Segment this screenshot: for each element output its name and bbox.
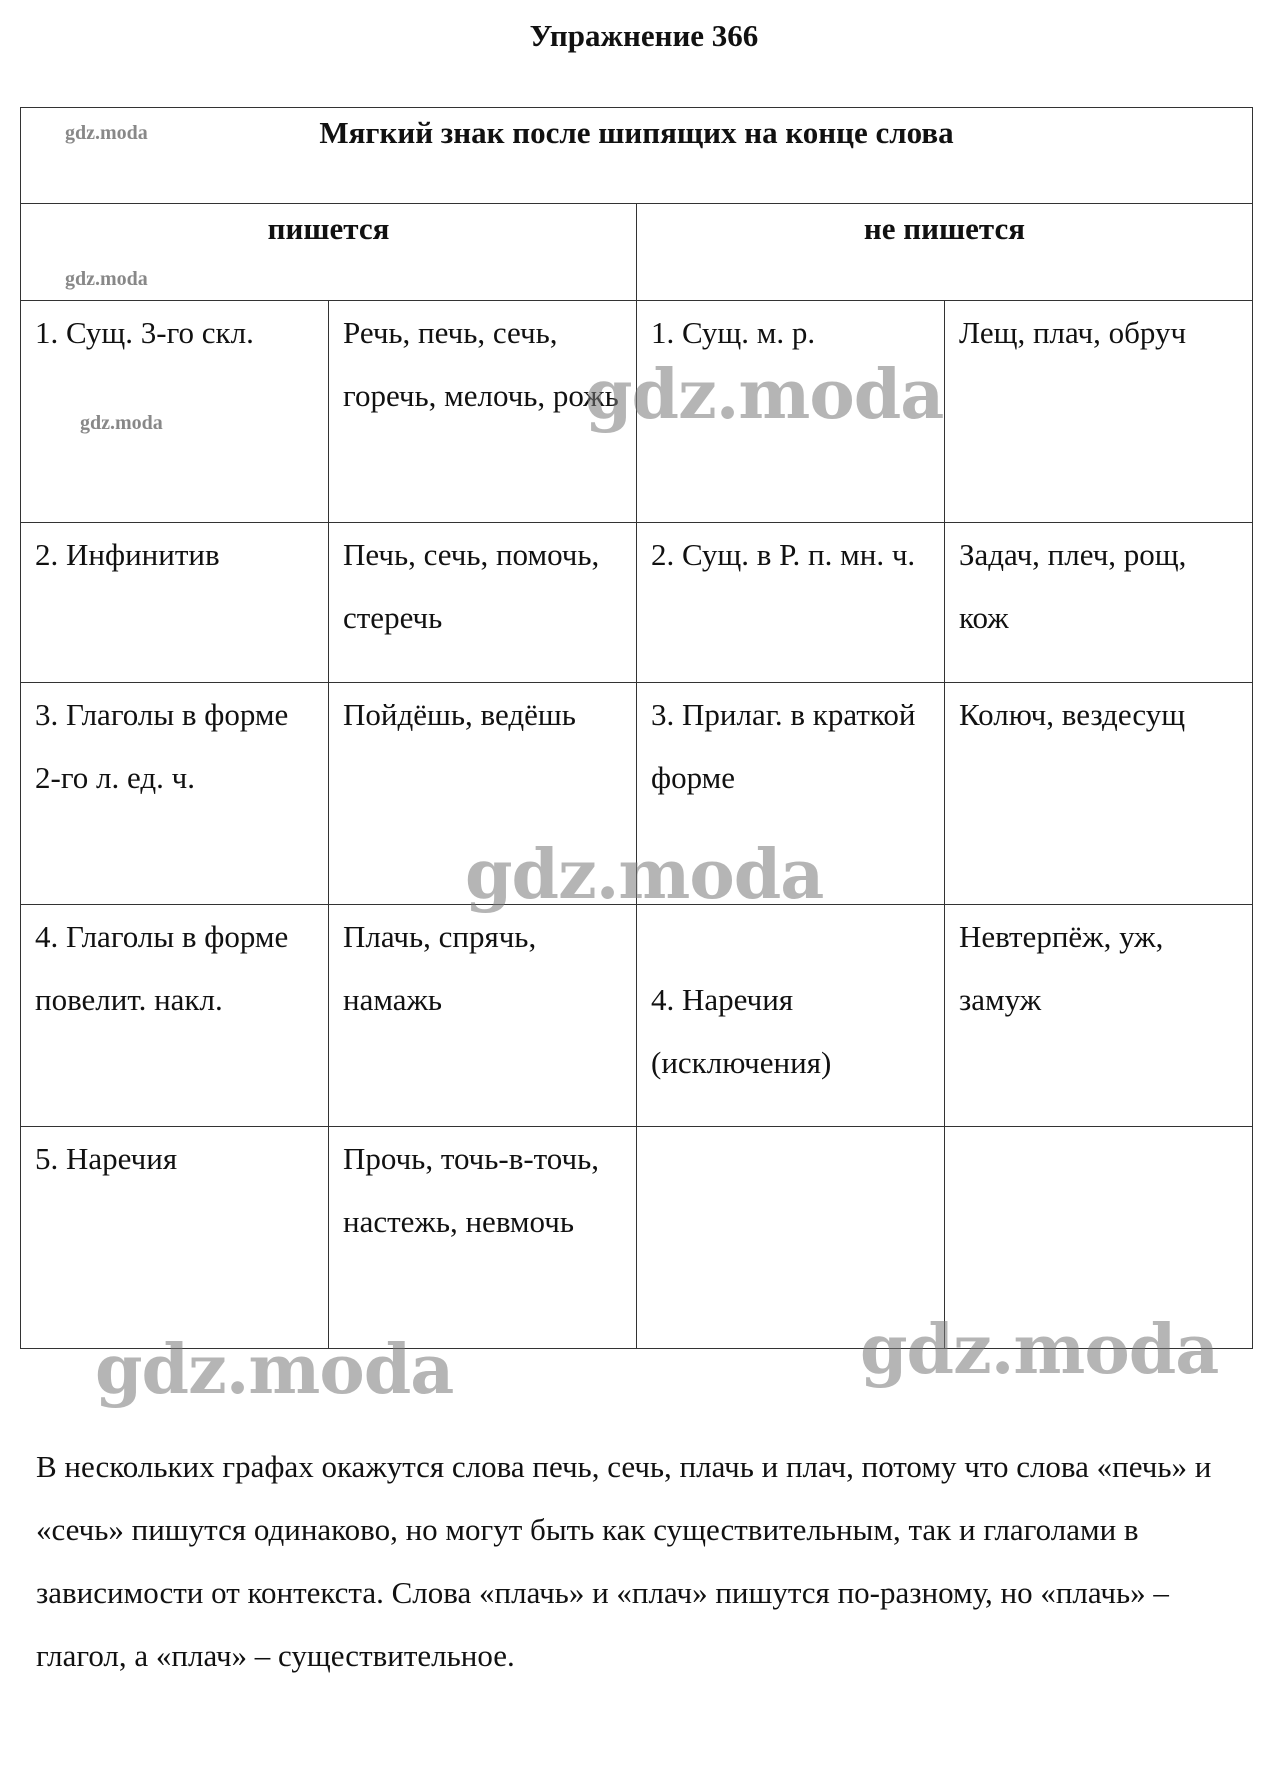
written-examples-cell: Речь, печь, сечь, горечь, мелочь, рожь [329,301,637,523]
not-written-examples-cell: Колюч, вездесущ [945,683,1253,905]
not-written-rule-cell: 1. Сущ. м. р. [637,301,945,523]
table-row [21,905,1253,1127]
explanation-paragraph: В нескольких графах окажутся слова печь, сечь, плачь и плач, потому что слова «печь» и «сечь» пишутся одинаково, но могут быть как существительным, так и глаголами в зависимости от контекста. Слова «плачь» и «плач» пишутся по-разному, но «плачь» – глагол, а «плач» – существительное. [36,1449,1212,1673]
watermark-small: gdz.moda [65,268,148,290]
written-rule-cell: 1. Сущ. 3-го скл. [21,301,329,523]
written-examples-cell: Печь, сечь, помочь, стеречь [329,523,637,683]
not-written-rule-cell: 3. Прилаг. в краткой форме [637,683,945,905]
written-examples-cell: Пойдёшь, ведёшь [329,683,637,905]
watermark-large: gdz.moda [585,355,944,435]
table-subheader-row [21,204,1253,301]
watermark-small: gdz.moda [65,122,148,144]
not-written-rule-cell: 4. Наречия (исключения) [637,905,945,1127]
column-header-not-written: не пишется [637,204,1253,301]
table-row [21,523,1253,683]
written-rule-cell: 4. Глаголы в форме повелит. накл. [21,905,329,1127]
watermark-large: gdz.moda [860,1310,1219,1390]
watermark-large: gdz.moda [95,1330,454,1410]
table-header: Мягкий знак после шипящих на конце слова [21,108,1253,204]
table-header-row [21,108,1253,204]
spelling-rules-table [20,107,1253,1349]
written-rule-cell: 3. Глаголы в форме 2-го л. ед. ч. [21,683,329,905]
watermark-small: gdz.moda [80,412,163,434]
written-examples-cell: Прочь, точь-в-точь, настежь, невмочь [329,1127,637,1349]
written-rule-cell: 5. Наречия [21,1127,329,1349]
not-written-examples-cell: Лещ, плач, обруч [945,301,1253,523]
not-written-examples-cell: Задач, плеч, рощ, кож [945,523,1253,683]
not-written-rule-cell: 2. Сущ. в Р. п. мн. ч. [637,523,945,683]
column-header-written: пишется [21,204,637,301]
written-rule-cell: 2. Инфинитив [21,523,329,683]
written-examples-cell: Плачь, спрячь, намажь [329,905,637,1127]
watermark-large: gdz.moda [465,835,824,915]
not-written-examples-cell: Невтерпёж, уж, замуж [945,905,1253,1127]
page-title: Упражнение 366 [529,18,759,53]
